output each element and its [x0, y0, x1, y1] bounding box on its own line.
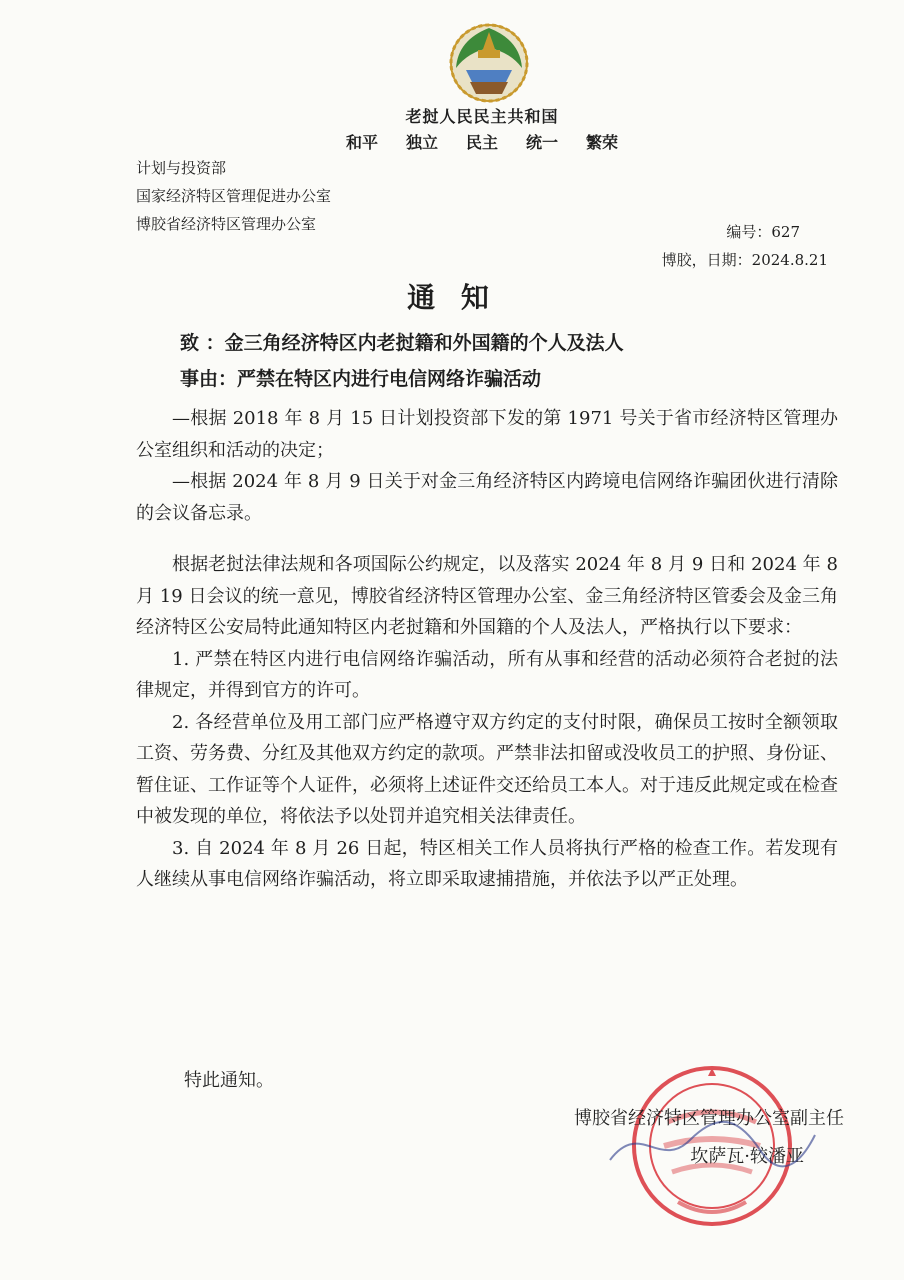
office-line: 国家经济特区管理促进办公室	[136, 187, 332, 205]
subject-line: 事由：严禁在特区内进行电信网络诈骗活动	[180, 368, 542, 390]
signatory-name: 坎萨瓦·较潘亚	[690, 1146, 804, 1167]
requirement-item: 3. 自 2024 年 8 月 26 日起，特区相关工作人员将执行严格的检查工作。若发现有人继续从事电信网络诈骗活动，将立即采取逮捕措施，并依法予以严正处理。	[136, 837, 838, 890]
handwritten-signature-icon	[600, 1110, 820, 1180]
office-line: 计划与投资部	[136, 159, 227, 177]
country-name: 老挝人民民主共和国	[405, 107, 559, 126]
requirement-item: 2. 各经营单位及用工部门应严格遵守双方约定的支付时限，确保员工按时全额领取工资、劳务费、分红及其他双方约定的款项。严禁非法扣留或没收员工的护照、身份证、暂住证、工作证等个人证件，必须将上述证件交还给员工本人。对于违反此规定或在检查中被发现的单位，将依法予以处罚并追究相关法律责任。	[136, 711, 838, 827]
closing-line: 特此通知。	[184, 1070, 274, 1091]
basis-item: —根据 2024 年 8 月 9 日关于对金三角经济特区内跨境电信网络诈骗团伙进行清除的会议备忘录。	[136, 471, 838, 524]
reference-number: 编号：627	[726, 223, 800, 241]
legal-basis	[136, 403, 838, 529]
addressee-line: 致 ：金三角经济特区内老挝籍和外国籍的个人及法人	[180, 332, 624, 354]
national-emblem-icon	[448, 22, 530, 104]
reference-block	[662, 218, 828, 274]
document-title: 通 知	[407, 281, 497, 314]
notice-body	[136, 549, 838, 896]
issuing-offices	[136, 154, 331, 238]
requirement-item: 1. 严禁在特区内进行电信网络诈骗活动，所有从事和经营的活动必须符合老挝的法律规定，并得到官方的许可。	[136, 648, 838, 701]
signatory-title: 博胶省经济特区管理办公室副主任	[574, 1108, 844, 1129]
document-date: 博胶，日期：2024.8.21	[661, 251, 828, 269]
basis-item: —根据 2018 年 8 月 15 日计划投资部下发的第 1971 号关于省市经济特区管理办公室组织和活动的决定；	[136, 408, 838, 461]
intro-paragraph: 根据老挝法律法规和各项国际公约规定，以及落实 2024 年 8 月 9 日和 2024 年 8 月 19 日会议的统一意见，博胶省经济特区管理办公室、金三角经济特区管委会及金三角经济特区公安局特此通知特区内老挝籍和外国籍的个人及法人，严格执行以下要求：	[136, 554, 838, 638]
office-line: 博胶省经济特区管理办公室	[136, 215, 317, 233]
national-motto: 和平 独立 民主 统一 繁荣	[345, 133, 619, 152]
